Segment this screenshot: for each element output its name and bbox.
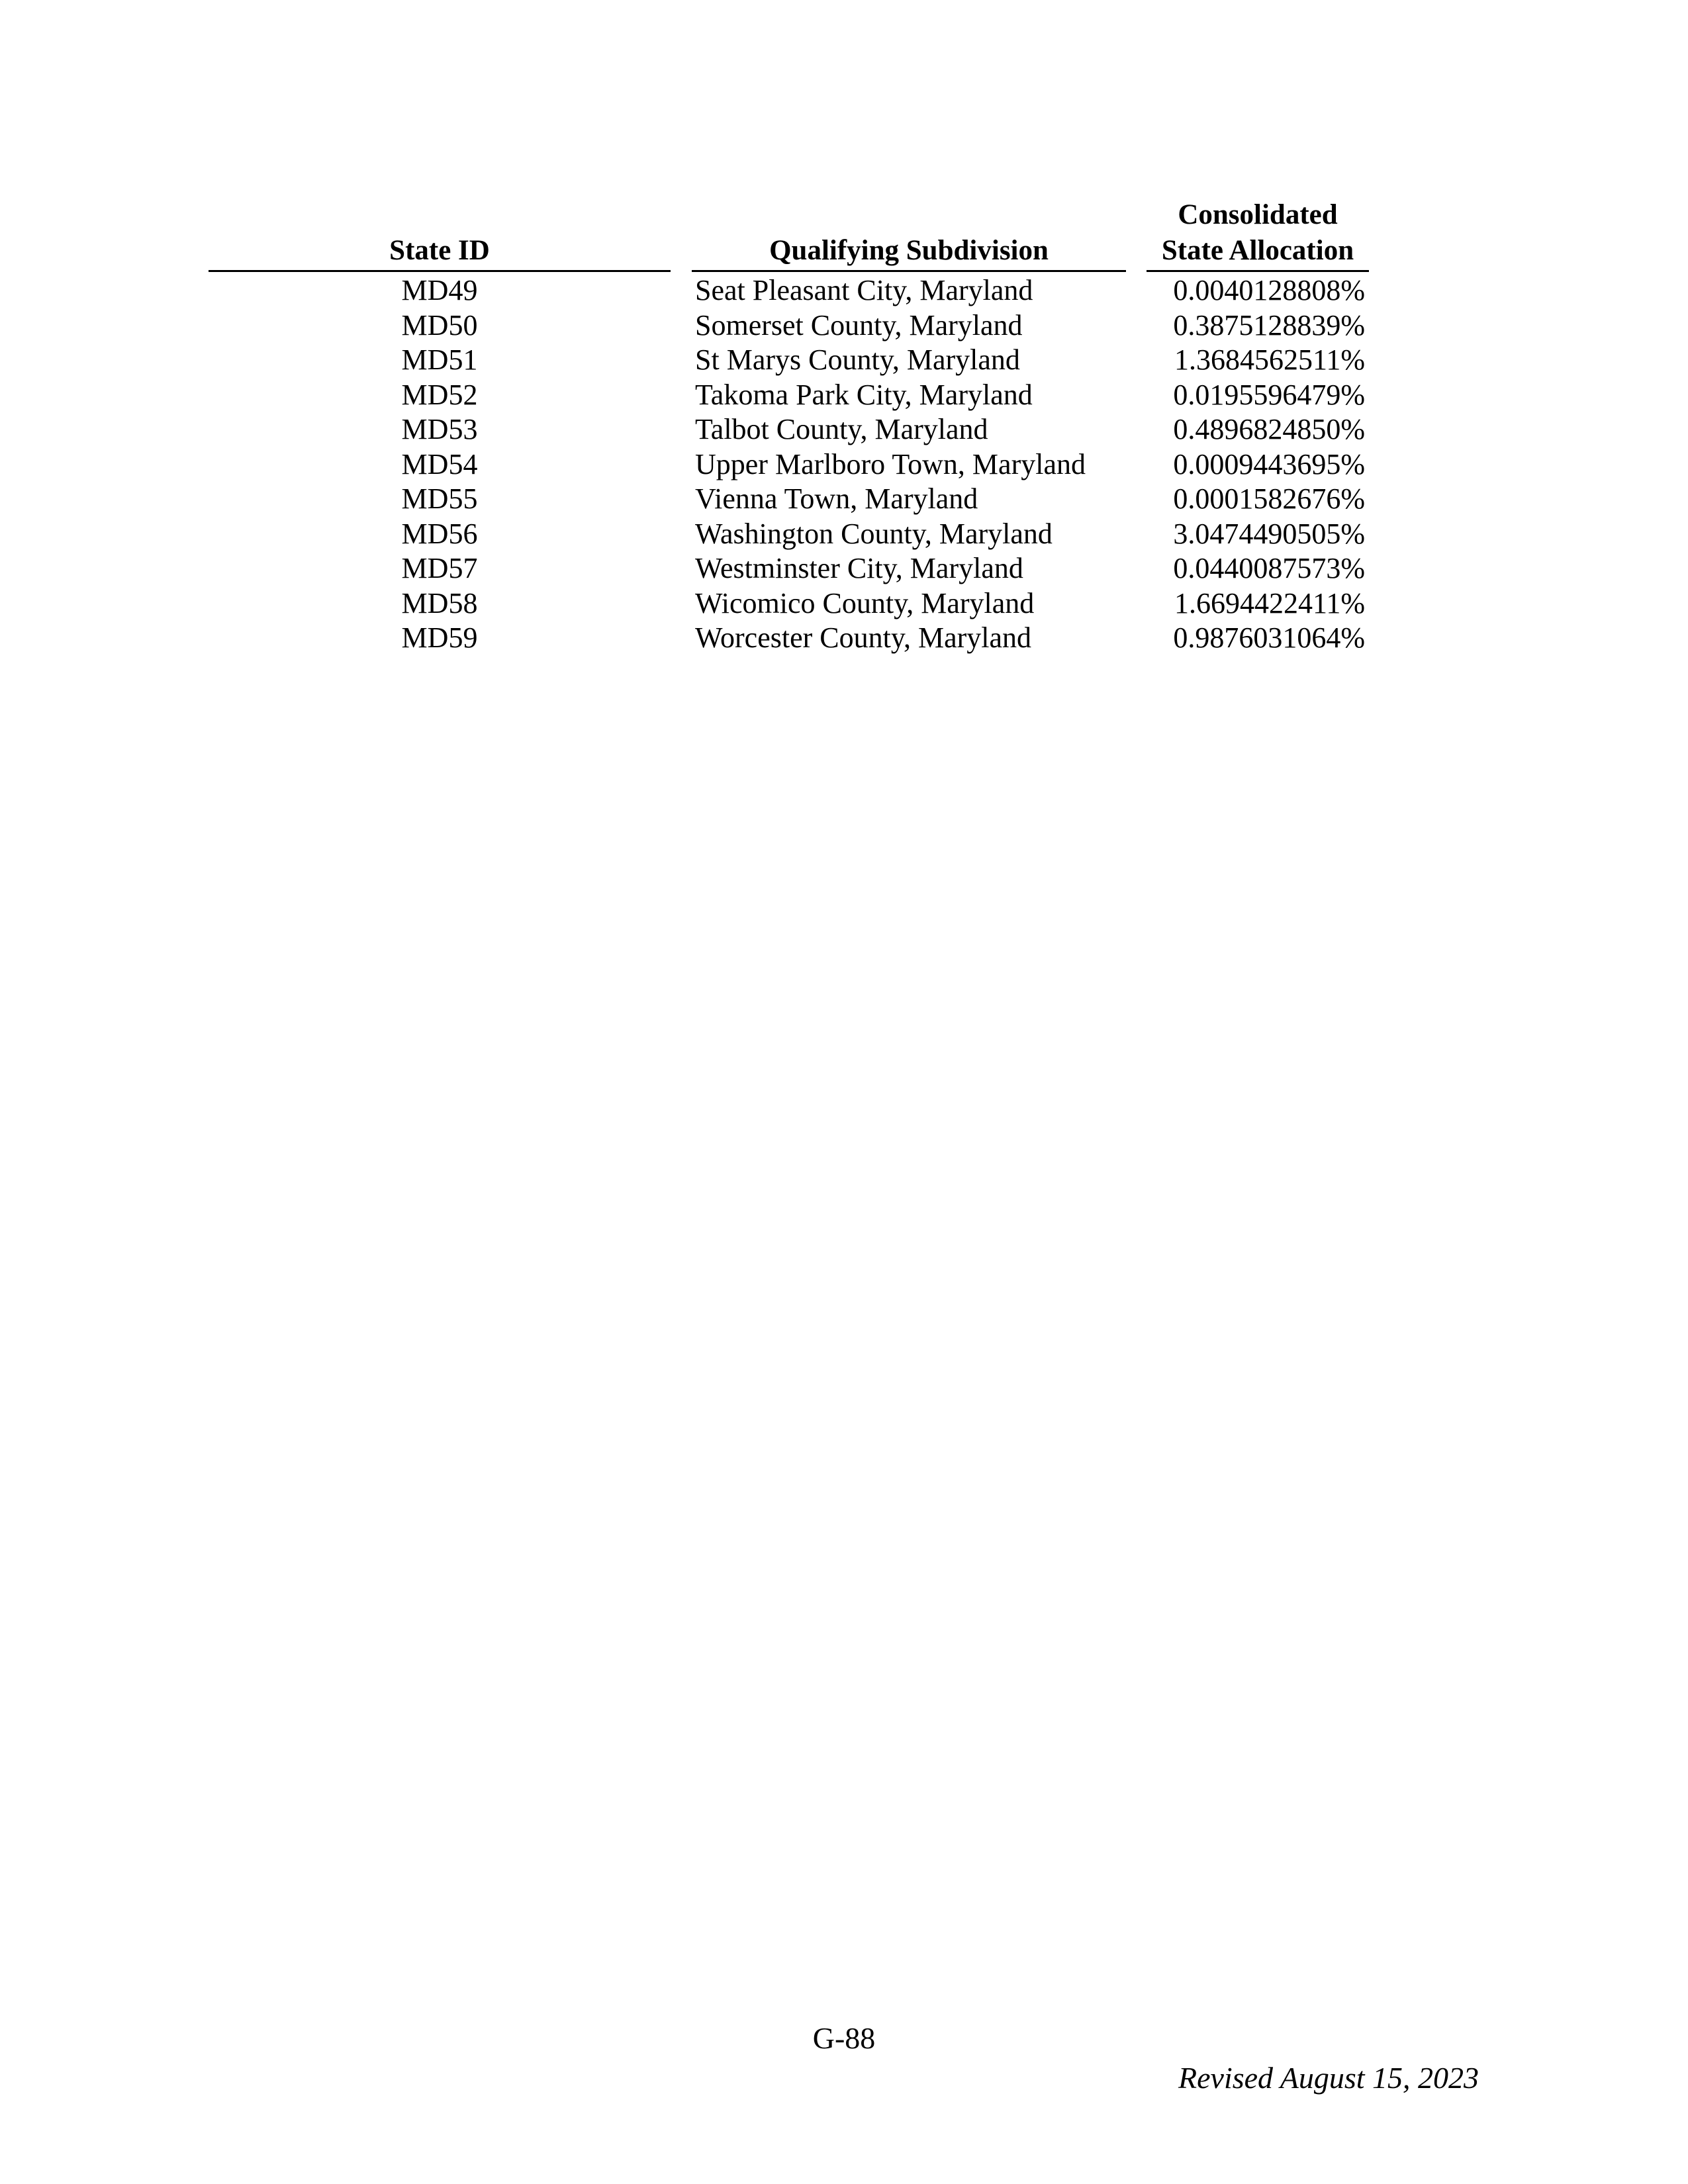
- table-row: [0, 378, 1688, 413]
- state-id-cell: MD54: [401, 447, 478, 480]
- page-number: G-88: [812, 2021, 876, 2055]
- table-row: [0, 343, 1688, 378]
- subdivision-cell: Vienna Town, Maryland: [695, 482, 978, 515]
- header-rule-allocation: [1147, 270, 1369, 272]
- header-rule-state-id: [209, 270, 671, 272]
- subdivision-cell: Westminster City, Maryland: [695, 552, 1023, 584]
- table-row: [0, 482, 1688, 517]
- allocation-table: [0, 0, 1688, 662]
- allocation-cell: 0.0195596479%: [1173, 378, 1365, 411]
- allocation-cell: 0.0040128808%: [1173, 274, 1365, 306]
- table-row: [0, 412, 1688, 447]
- state-id-cell: MD57: [401, 552, 478, 584]
- subdivision-cell: Washington County, Maryland: [695, 517, 1053, 550]
- state-id-cell: MD50: [401, 308, 478, 341]
- state-id-cell: MD52: [401, 378, 478, 411]
- table-row: [0, 447, 1688, 482]
- header-rule-subdivision: [692, 270, 1126, 272]
- header-state-id: State ID: [389, 235, 490, 266]
- state-id-cell: MD55: [401, 482, 478, 515]
- subdivision-cell: Talbot County, Maryland: [695, 413, 988, 445]
- allocation-cell: 3.0474490505%: [1173, 517, 1365, 550]
- state-id-cell: MD58: [401, 586, 478, 619]
- allocation-cell: 1.6694422411%: [1174, 586, 1365, 619]
- subdivision-cell: Worcester County, Maryland: [695, 621, 1032, 654]
- table-row: [0, 308, 1688, 343]
- allocation-cell: 1.3684562511%: [1174, 343, 1365, 376]
- header-consolidated-state-allocation: [1147, 197, 1369, 269]
- state-id-cell: MD53: [401, 413, 478, 445]
- subdivision-cell: Wicomico County, Maryland: [695, 586, 1035, 619]
- state-id-cell: MD49: [401, 274, 478, 306]
- table-row: [0, 551, 1688, 586]
- allocation-cell: 0.0001582676%: [1173, 482, 1365, 515]
- subdivision-cell: Takoma Park City, Maryland: [695, 378, 1033, 411]
- state-id-cell: MD59: [401, 621, 478, 654]
- subdivision-cell: Seat Pleasant City, Maryland: [695, 274, 1033, 306]
- table-row: [0, 517, 1688, 552]
- allocation-cell: 0.0440087573%: [1173, 552, 1365, 584]
- header-qualifying-subdivision: Qualifying Subdivision: [769, 235, 1049, 266]
- allocation-cell: 0.9876031064%: [1173, 621, 1365, 654]
- subdivision-cell: St Marys County, Maryland: [695, 343, 1020, 376]
- revision-date: Revised August 15, 2023: [1178, 2061, 1479, 2095]
- table-body: [0, 273, 1688, 656]
- subdivision-cell: Upper Marlboro Town, Maryland: [695, 447, 1086, 480]
- allocation-cell: 0.0009443695%: [1173, 447, 1365, 480]
- header-allocation-line1: Consolidated: [1178, 199, 1338, 230]
- allocation-cell: 0.3875128839%: [1173, 308, 1365, 341]
- state-id-cell: MD51: [401, 343, 478, 376]
- table-row: [0, 273, 1688, 308]
- allocation-cell: 0.4896824850%: [1173, 413, 1365, 445]
- subdivision-cell: Somerset County, Maryland: [695, 308, 1023, 341]
- table-row: [0, 586, 1688, 621]
- state-id-cell: MD56: [401, 517, 478, 550]
- header-allocation-line2: State Allocation: [1161, 235, 1354, 266]
- table-row: [0, 621, 1688, 656]
